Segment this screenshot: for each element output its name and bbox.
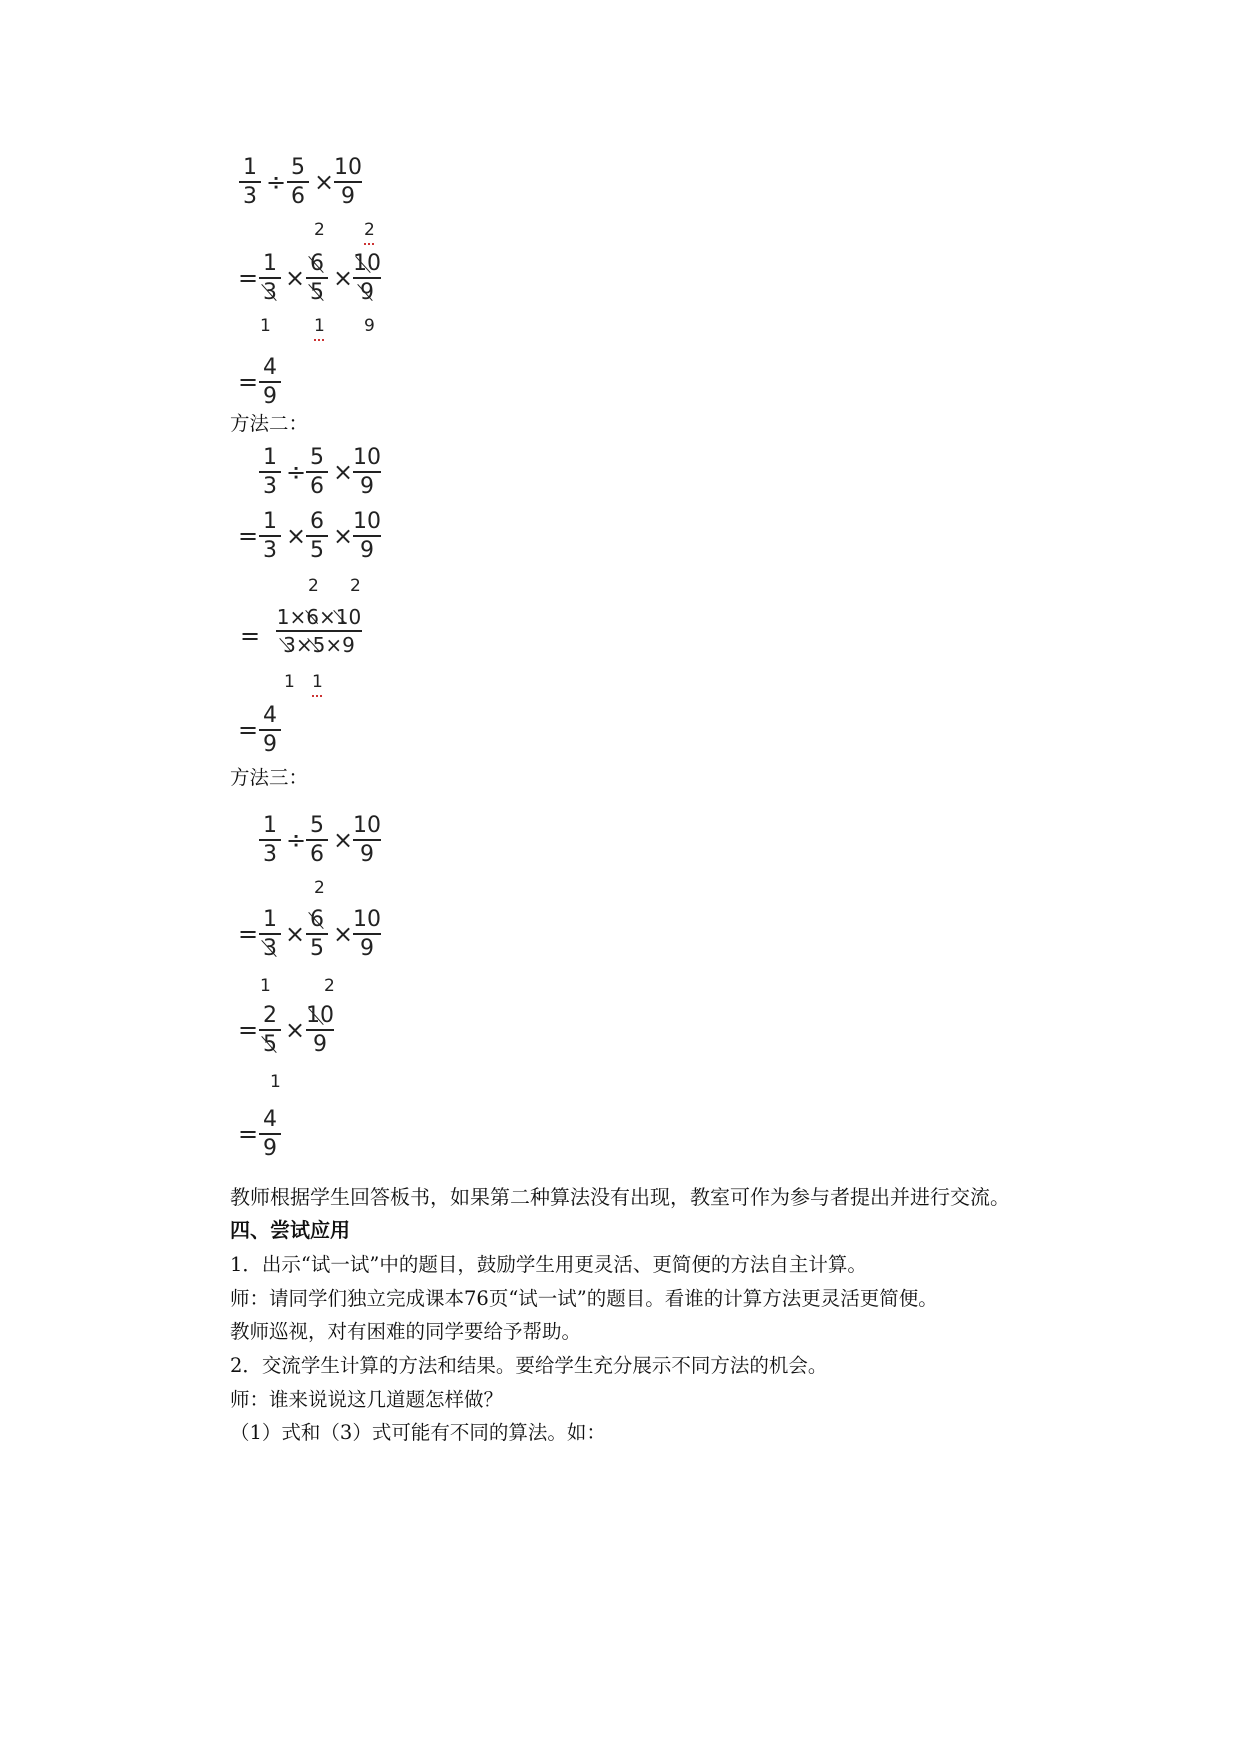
fraction bbox=[305, 812, 329, 868]
denominator: 3 bbox=[263, 538, 277, 563]
divide-sign: ÷ bbox=[286, 826, 307, 854]
fraction bbox=[305, 444, 329, 500]
times-sign: × bbox=[333, 264, 354, 292]
paragraph: 教师巡视，对有困难的同学要给予帮助。 bbox=[230, 1320, 582, 1343]
fraction bbox=[352, 812, 382, 868]
method-label: 方法二： bbox=[230, 412, 309, 435]
denominator: 9 bbox=[360, 474, 374, 499]
reduced-value: 1 bbox=[270, 1072, 281, 1092]
denominator: 9 bbox=[341, 184, 355, 209]
denominator: 6 bbox=[291, 184, 305, 209]
numerator: 10 bbox=[353, 509, 381, 534]
divide-sign: ÷ bbox=[266, 168, 287, 196]
reduced-value: 2 bbox=[314, 878, 325, 898]
denominator: 3 bbox=[243, 184, 257, 209]
numerator: 6 bbox=[310, 907, 324, 932]
times-sign: × bbox=[314, 168, 335, 196]
times-sign: × bbox=[285, 920, 306, 948]
fraction bbox=[238, 154, 262, 210]
underline-mark bbox=[312, 692, 322, 697]
numerator: 10 bbox=[353, 907, 381, 932]
denominator: 9 bbox=[313, 1032, 327, 1057]
numerator: 1 bbox=[263, 445, 277, 470]
denominator: 9 bbox=[263, 384, 277, 409]
denominator: 9 bbox=[360, 936, 374, 961]
times-sign: × bbox=[285, 1016, 306, 1044]
result-fraction bbox=[258, 702, 282, 758]
paragraph: 教师根据学生回答板书，如果第二种算法没有出现，教室可作为参与者提出并进行交流。 bbox=[230, 1185, 1010, 1209]
fraction bbox=[352, 508, 382, 564]
reduced-value: 2 bbox=[324, 976, 335, 996]
numerator: 5 bbox=[310, 445, 324, 470]
numerator: 4 bbox=[263, 703, 277, 728]
times-sign: × bbox=[333, 522, 354, 550]
denominator: 9 bbox=[263, 1136, 277, 1161]
fraction bbox=[258, 1002, 282, 1058]
denominator: 6 bbox=[310, 474, 324, 499]
result-fraction bbox=[258, 354, 282, 410]
paragraph: （1）式和（3）式可能有不同的算法。如： bbox=[230, 1421, 606, 1444]
times-sign: × bbox=[333, 920, 354, 948]
fraction bbox=[258, 812, 282, 868]
denominator: 3 bbox=[263, 280, 277, 305]
method-label: 方法三： bbox=[230, 766, 309, 789]
underline-mark bbox=[364, 240, 374, 245]
numerator: 1 bbox=[243, 155, 257, 180]
fraction bbox=[352, 444, 382, 500]
numerator: 6 bbox=[310, 509, 324, 534]
paragraph: 师：请同学们独立完成课本76页“试一试”的题目。看谁的计算方法更灵活更简便。 bbox=[230, 1287, 938, 1310]
numerator: 5 bbox=[310, 813, 324, 838]
paragraph: 师：谁来说说这几道题怎样做？ bbox=[230, 1388, 504, 1411]
equals-sign: = bbox=[240, 622, 261, 650]
numerator: 1 bbox=[263, 509, 277, 534]
denominator: 3 bbox=[263, 842, 277, 867]
denominator: 6 bbox=[310, 842, 324, 867]
numerator: 1×6×10 bbox=[276, 605, 362, 629]
fraction bbox=[258, 444, 282, 500]
equals-sign: = bbox=[238, 920, 259, 948]
reduced-value: 2 bbox=[314, 220, 325, 240]
section-heading: 四、尝试应用 bbox=[230, 1218, 350, 1242]
paragraph: 1．出示“试一试”中的题目，鼓励学生用更灵活、更简便的方法自主计算。 bbox=[230, 1253, 867, 1276]
fraction bbox=[258, 906, 282, 962]
divide-sign: ÷ bbox=[286, 458, 307, 486]
reduced-value: 2 bbox=[308, 576, 319, 596]
times-sign: × bbox=[286, 522, 307, 550]
numerator: 5 bbox=[291, 155, 305, 180]
denominator: 3 bbox=[263, 936, 277, 961]
paragraph: 2．交流学生计算的方法和结果。要给学生充分展示不同方法的机会。 bbox=[230, 1354, 828, 1377]
fraction bbox=[286, 154, 310, 210]
equals-sign: = bbox=[238, 1016, 259, 1044]
fraction bbox=[333, 154, 363, 210]
numerator: 1 bbox=[263, 251, 277, 276]
denominator: 3 bbox=[263, 474, 277, 499]
denominator: 5 bbox=[263, 1032, 277, 1057]
times-sign: × bbox=[333, 826, 354, 854]
numerator: 2 bbox=[263, 1003, 277, 1028]
fraction bbox=[305, 508, 329, 564]
denominator: 5 bbox=[310, 936, 324, 961]
result-fraction bbox=[258, 1106, 282, 1162]
denominator: 5 bbox=[310, 280, 324, 305]
numerator: 10 bbox=[353, 251, 381, 276]
fraction bbox=[305, 906, 329, 962]
denominator: 9 bbox=[360, 280, 374, 305]
equals-sign: = bbox=[238, 716, 259, 744]
equals-sign: = bbox=[238, 368, 259, 396]
reduced-value: 9 bbox=[364, 316, 375, 336]
reduced-value: 1 bbox=[284, 672, 295, 692]
denominator: 9 bbox=[360, 538, 374, 563]
denominator: 3×5×9 bbox=[283, 633, 355, 657]
numerator: 10 bbox=[306, 1003, 334, 1028]
fraction bbox=[258, 508, 282, 564]
underline-mark bbox=[314, 336, 324, 341]
denominator: 9 bbox=[263, 732, 277, 757]
numerator: 10 bbox=[353, 445, 381, 470]
reduced-value: 1 bbox=[314, 316, 325, 336]
fraction bbox=[258, 250, 282, 306]
numerator: 10 bbox=[353, 813, 381, 838]
equals-sign: = bbox=[238, 522, 259, 550]
numerator: 6 bbox=[310, 251, 324, 276]
equals-sign: = bbox=[238, 264, 259, 292]
reduced-value: 2 bbox=[350, 576, 361, 596]
reduced-value: 1 bbox=[312, 672, 323, 692]
equals-sign: = bbox=[238, 1120, 259, 1148]
reduced-value: 2 bbox=[364, 220, 375, 240]
numerator: 4 bbox=[263, 355, 277, 380]
denominator: 9 bbox=[360, 842, 374, 867]
numerator: 1 bbox=[263, 813, 277, 838]
reduced-value: 1 bbox=[260, 976, 271, 996]
numerator: 1 bbox=[263, 907, 277, 932]
denominator: 5 bbox=[310, 538, 324, 563]
times-sign: × bbox=[285, 264, 306, 292]
reduced-value: 1 bbox=[260, 316, 271, 336]
numerator: 10 bbox=[334, 155, 362, 180]
fraction bbox=[305, 250, 329, 306]
times-sign: × bbox=[333, 458, 354, 486]
numerator: 4 bbox=[263, 1107, 277, 1132]
fraction bbox=[352, 906, 382, 962]
